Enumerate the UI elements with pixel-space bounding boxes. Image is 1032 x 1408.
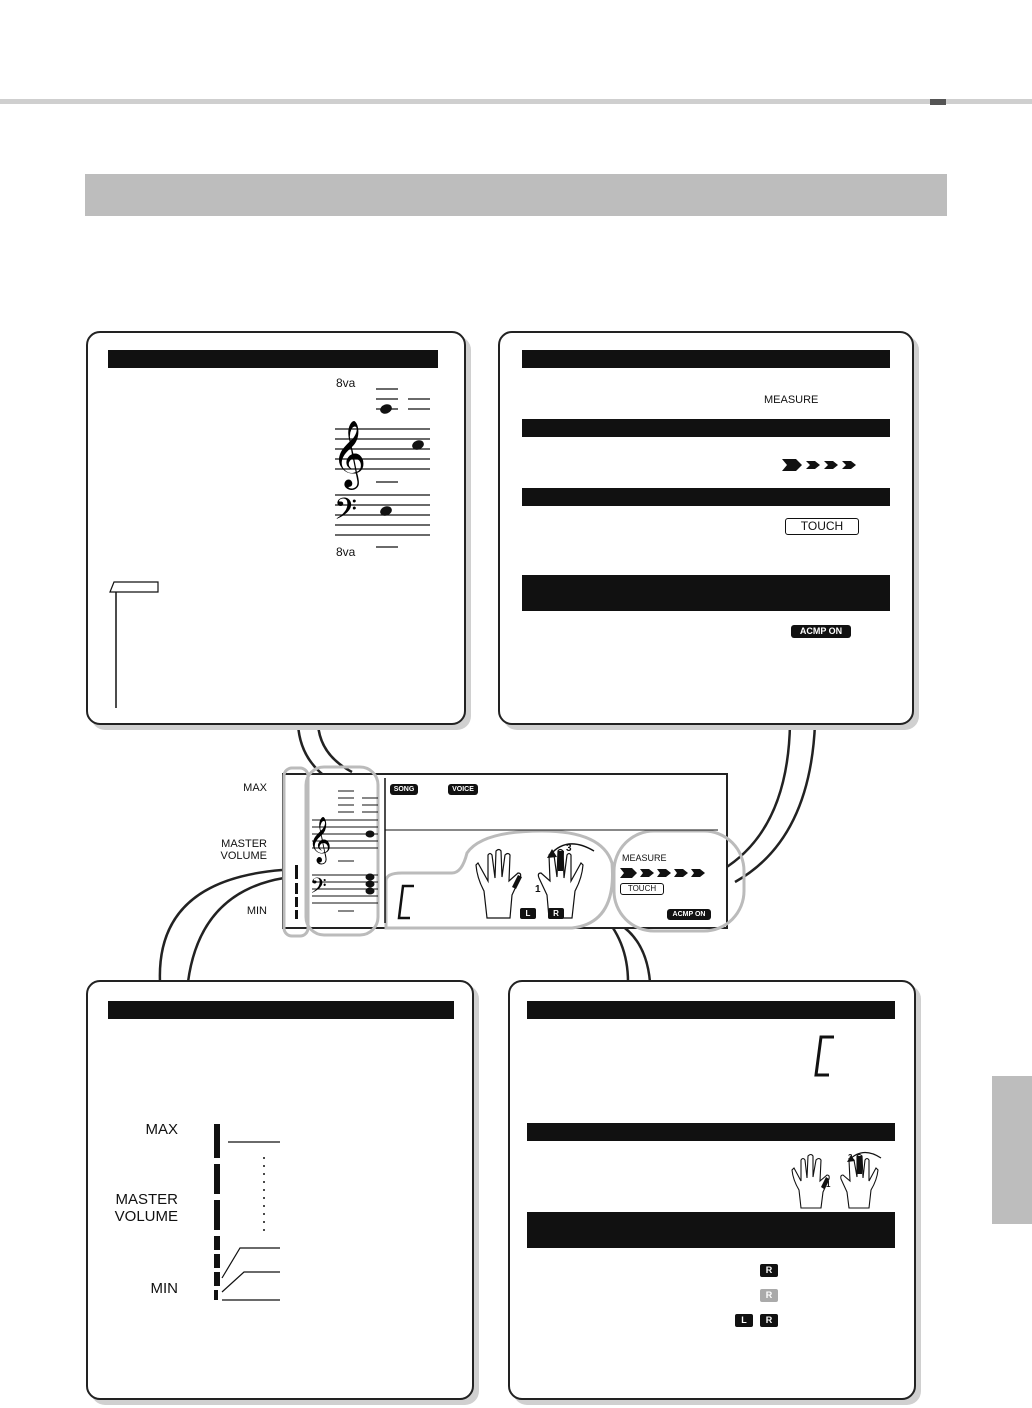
fingering-heading-bar (527, 1123, 895, 1141)
octave-down-label: 8va (336, 545, 356, 559)
lcd-song-indicator: SONG (390, 784, 418, 795)
lcd-right-hand-key: R (548, 908, 564, 919)
octave-up-label: 8va (336, 376, 356, 390)
chord-heading-bar (527, 1001, 895, 1019)
header-marker (930, 99, 946, 105)
lcd-bass-clef-icon: 𝄢 (310, 874, 327, 904)
bass-clef-icon: 𝄢 (334, 493, 358, 534)
lcd-master-label: MASTER (221, 838, 267, 850)
volume-master-label: MASTER (115, 1191, 178, 1208)
lcd-min-label: MIN (246, 905, 267, 917)
chapter-side-tab (992, 1076, 1032, 1224)
right-part-on-key: R (760, 1264, 778, 1277)
left-part-key: L (735, 1314, 753, 1327)
measure-heading-bar (522, 350, 890, 368)
volume-max-label: MAX (145, 1121, 178, 1138)
beat-arrows-icon (782, 458, 864, 472)
lcd-finger-right-number: 3 (566, 843, 572, 854)
header-rule (0, 99, 1032, 104)
note-memo-icon (108, 580, 168, 710)
lcd-finger-left-number: 1 (535, 884, 541, 895)
chord-name-display (812, 1034, 838, 1080)
touch-indicator: TOUCH (785, 518, 859, 535)
treble-clef-icon: 𝄞 (332, 419, 367, 487)
acmp-heading-bar (522, 575, 890, 611)
notation-heading-bar (108, 350, 438, 368)
lcd-voice-indicator: VOICE (448, 784, 478, 795)
touch-heading-bar (522, 488, 890, 506)
lcd-measure-indicator: MEASURE (622, 853, 667, 863)
lcd-treble-clef-icon: 𝄞 (308, 817, 332, 863)
volume-segment-graphic (210, 1120, 290, 1305)
lcd-graphics (282, 773, 728, 929)
section-title-bar (85, 174, 947, 216)
volume-heading-bar (108, 1001, 454, 1019)
volume-min-label: MIN (150, 1280, 178, 1297)
lcd-touch-indicator: TOUCH (620, 883, 664, 895)
lcd-left-hand-key: L (520, 908, 536, 919)
lcd-acmp-on-indicator: ACMP ON (667, 909, 711, 920)
right-part-key: R (760, 1314, 778, 1327)
lcd-max-label: MAX (243, 782, 267, 794)
fingering-hands-icon (785, 1148, 885, 1212)
lcd-volume-label: VOLUME (220, 850, 267, 862)
right-part-off-key: R (760, 1289, 778, 1302)
measure-indicator-label: MEASURE (764, 394, 819, 406)
fingering-right-number: 3 (848, 1153, 853, 1162)
volume-volume-label: VOLUME (114, 1208, 178, 1225)
grand-staff-notation (330, 385, 430, 550)
fingering-left-number: 1 (826, 1180, 831, 1189)
beat-heading-bar (522, 419, 890, 437)
acmp-on-indicator: ACMP ON (791, 625, 851, 638)
part-heading-bar (527, 1212, 895, 1248)
